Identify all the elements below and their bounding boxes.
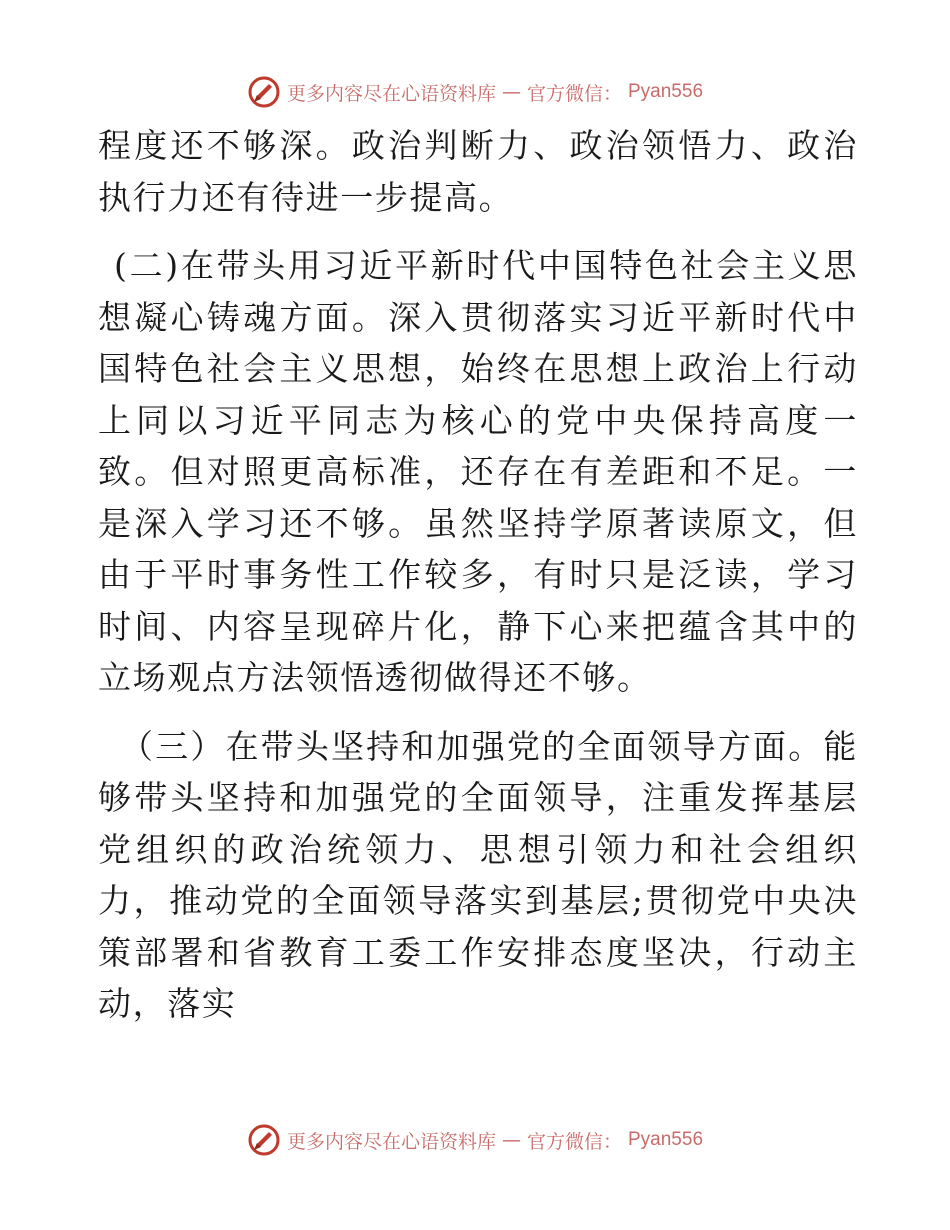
watermark-separator: —: [501, 81, 521, 103]
paragraph-continuation: 程度还不够深。政治判断力、政治领悟力、政治执行力还有待进一步提高。: [98, 126, 858, 217]
watermark-account: Pyan556: [628, 1129, 704, 1150]
watermark-account: Pyan556: [628, 81, 704, 102]
header-watermark: [0, 72, 950, 112]
footer-watermark: [0, 1120, 950, 1160]
paragraph-section-two: (二)在带头用习近平新时代中国特色社会主义思想凝心铸魂方面。深入贯彻落实习近平新时代中国特色社会主义思想，始终在思想上政治上行动上同以习近平同志为核心的党中央保持高度一致。但对照更高标准，还存在有差距和不足。一是深入学习还不够。虽然坚持学原著读原文，但由于平时事务性工作较多，有时只是泛读，学习时间、内容呈现碎片化，静下心来把蕴含其中的立场观点方法领悟透彻做得还不够。: [98, 246, 858, 697]
watermark-label: 官方微信：: [526, 1130, 622, 1153]
hand-pen-logo-icon: [247, 1123, 281, 1157]
paragraph-section-three: （三）在带头坚持和加强党的全面领导方面。能够带头坚持和加强党的全面领导，注重发挥基层党组织的政治统领力、思想引领力和社会组织力，推动党的全面领导落实到基层;贯彻党中央决策部署和省教育工委工作安排态度坚决，行动主动，落实: [98, 726, 858, 1023]
watermark-separator: —: [501, 1129, 521, 1151]
watermark-label: 官方微信：: [526, 82, 622, 105]
watermark-text: 更多内容尽在心语资料库: [286, 1130, 496, 1153]
hand-pen-logo-icon: [247, 75, 281, 109]
watermark-text: 更多内容尽在心语资料库: [286, 82, 496, 105]
document-body: [98, 120, 858, 1030]
